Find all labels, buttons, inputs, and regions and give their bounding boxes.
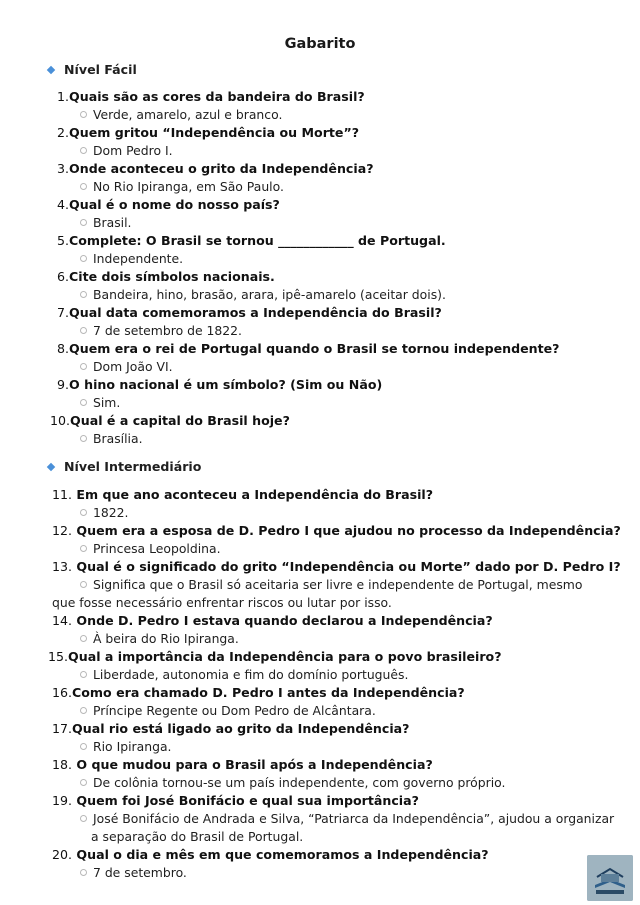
circle-bullet-icon (80, 363, 87, 370)
circle-bullet-icon (80, 183, 87, 190)
question-6: 6.Cite dois símbolos nacionais. (57, 269, 275, 284)
circle-bullet-icon (80, 743, 87, 750)
question-19: 19. Quem foi José Bonifácio e qual sua importância? (52, 793, 419, 808)
answer-3: No Rio Ipiranga, em São Paulo. (80, 179, 284, 194)
answer-11: 1822. (80, 505, 128, 520)
publisher-logo (587, 855, 633, 901)
circle-bullet-icon (80, 545, 87, 552)
answer-15: Liberdade, autonomia e fim do domínio português. (80, 667, 408, 682)
circle-bullet-icon (80, 111, 87, 118)
question-3: 3.Onde aconteceu o grito da Independência? (57, 161, 374, 176)
question-8: 8.Quem era o rei de Portugal quando o Brasil se tornou independente? (57, 341, 560, 356)
circle-bullet-icon (80, 815, 87, 822)
circle-bullet-icon (80, 509, 87, 516)
answer-8: Dom João VI. (80, 359, 173, 374)
circle-bullet-icon (80, 869, 87, 876)
question-15: 15.Qual a importância da Independência para o povo brasileiro? (48, 649, 502, 664)
question-14: 14. Onde D. Pedro I estava quando declarou a Independência? (52, 613, 493, 628)
circle-bullet-icon (80, 147, 87, 154)
circle-bullet-icon (80, 635, 87, 642)
circle-bullet-icon (80, 581, 87, 588)
question-10: 10.Qual é a capital do Brasil hoje? (50, 413, 290, 428)
circle-bullet-icon (80, 671, 87, 678)
question-4: 4.Qual é o nome do nosso país? (57, 197, 280, 212)
section-heading-intermediate (48, 459, 201, 474)
circle-bullet-icon (80, 435, 87, 442)
answer-10: Brasília. (80, 431, 143, 446)
question-17: 17.Qual rio está ligado ao grito da Independência? (52, 721, 410, 736)
circle-bullet-icon (80, 255, 87, 262)
answer-20: 7 de setembro. (80, 865, 187, 880)
answer-13: Significa que o Brasil só aceitaria ser livre e independente de Portugal, mesmo (80, 577, 582, 592)
circle-bullet-icon (80, 399, 87, 406)
answer-13-continuation: que fosse necessário enfrentar riscos ou lutar por isso. (52, 595, 392, 610)
diamond-bullet-icon (47, 462, 55, 470)
book-icon (587, 855, 633, 901)
question-1: 1.Quais são as cores da bandeira do Brasil? (57, 89, 365, 104)
section-heading-easy (48, 62, 137, 77)
question-7: 7.Qual data comemoramos a Independência do Brasil? (57, 305, 442, 320)
answer-12: Princesa Leopoldina. (80, 541, 221, 556)
question-11: 11. Em que ano aconteceu a Independência do Brasil? (52, 487, 434, 502)
circle-bullet-icon (80, 707, 87, 714)
question-9: 9.O hino nacional é um símbolo? (Sim ou Não) (57, 377, 383, 392)
circle-bullet-icon (80, 327, 87, 334)
answer-14: À beira do Rio Ipiranga. (80, 631, 239, 646)
circle-bullet-icon (80, 779, 87, 786)
answer-17: Rio Ipiranga. (80, 739, 171, 754)
question-20: 20. Qual o dia e mês em que comemoramos a Independência? (52, 847, 489, 862)
circle-bullet-icon (80, 291, 87, 298)
answer-19-continuation: a separação do Brasil de Portugal. (91, 829, 304, 844)
answer-6: Bandeira, hino, brasão, arara, ipê-amarelo (aceitar dois). (80, 287, 446, 302)
answer-4: Brasil. (80, 215, 131, 230)
section-heading-label: Nível Intermediário (64, 459, 202, 474)
answer-9: Sim. (80, 395, 120, 410)
question-5: 5.Complete: O Brasil se tornou ____________ de Portugal. (57, 233, 446, 248)
answer-18: De colônia tornou-se um país independente, com governo próprio. (80, 775, 505, 790)
question-18: 18. O que mudou para o Brasil após a Independência? (52, 757, 433, 772)
question-12: 12. Quem era a esposa de D. Pedro I que ajudou no processo da Independência? (52, 523, 621, 538)
answer-2: Dom Pedro I. (80, 143, 173, 158)
question-16: 16.Como era chamado D. Pedro I antes da Independência? (52, 685, 465, 700)
diamond-bullet-icon (47, 65, 55, 73)
answer-7: 7 de setembro de 1822. (80, 323, 242, 338)
answer-16: Príncipe Regente ou Dom Pedro de Alcântara. (80, 703, 376, 718)
answer-1: Verde, amarelo, azul e branco. (80, 107, 282, 122)
circle-bullet-icon (80, 219, 87, 226)
page-title: Gabarito (284, 36, 356, 52)
answer-19: José Bonifácio de Andrada e Silva, “Patriarca da Independência”, ajudou a organizar (80, 811, 614, 826)
section-heading-label: Nível Fácil (64, 62, 137, 77)
answer-5: Independente. (80, 251, 183, 266)
question-13: 13. Qual é o significado do grito “Independência ou Morte” dado por D. Pedro I? (52, 559, 621, 574)
question-2: 2.Quem gritou “Independência ou Morte”? (57, 125, 360, 140)
